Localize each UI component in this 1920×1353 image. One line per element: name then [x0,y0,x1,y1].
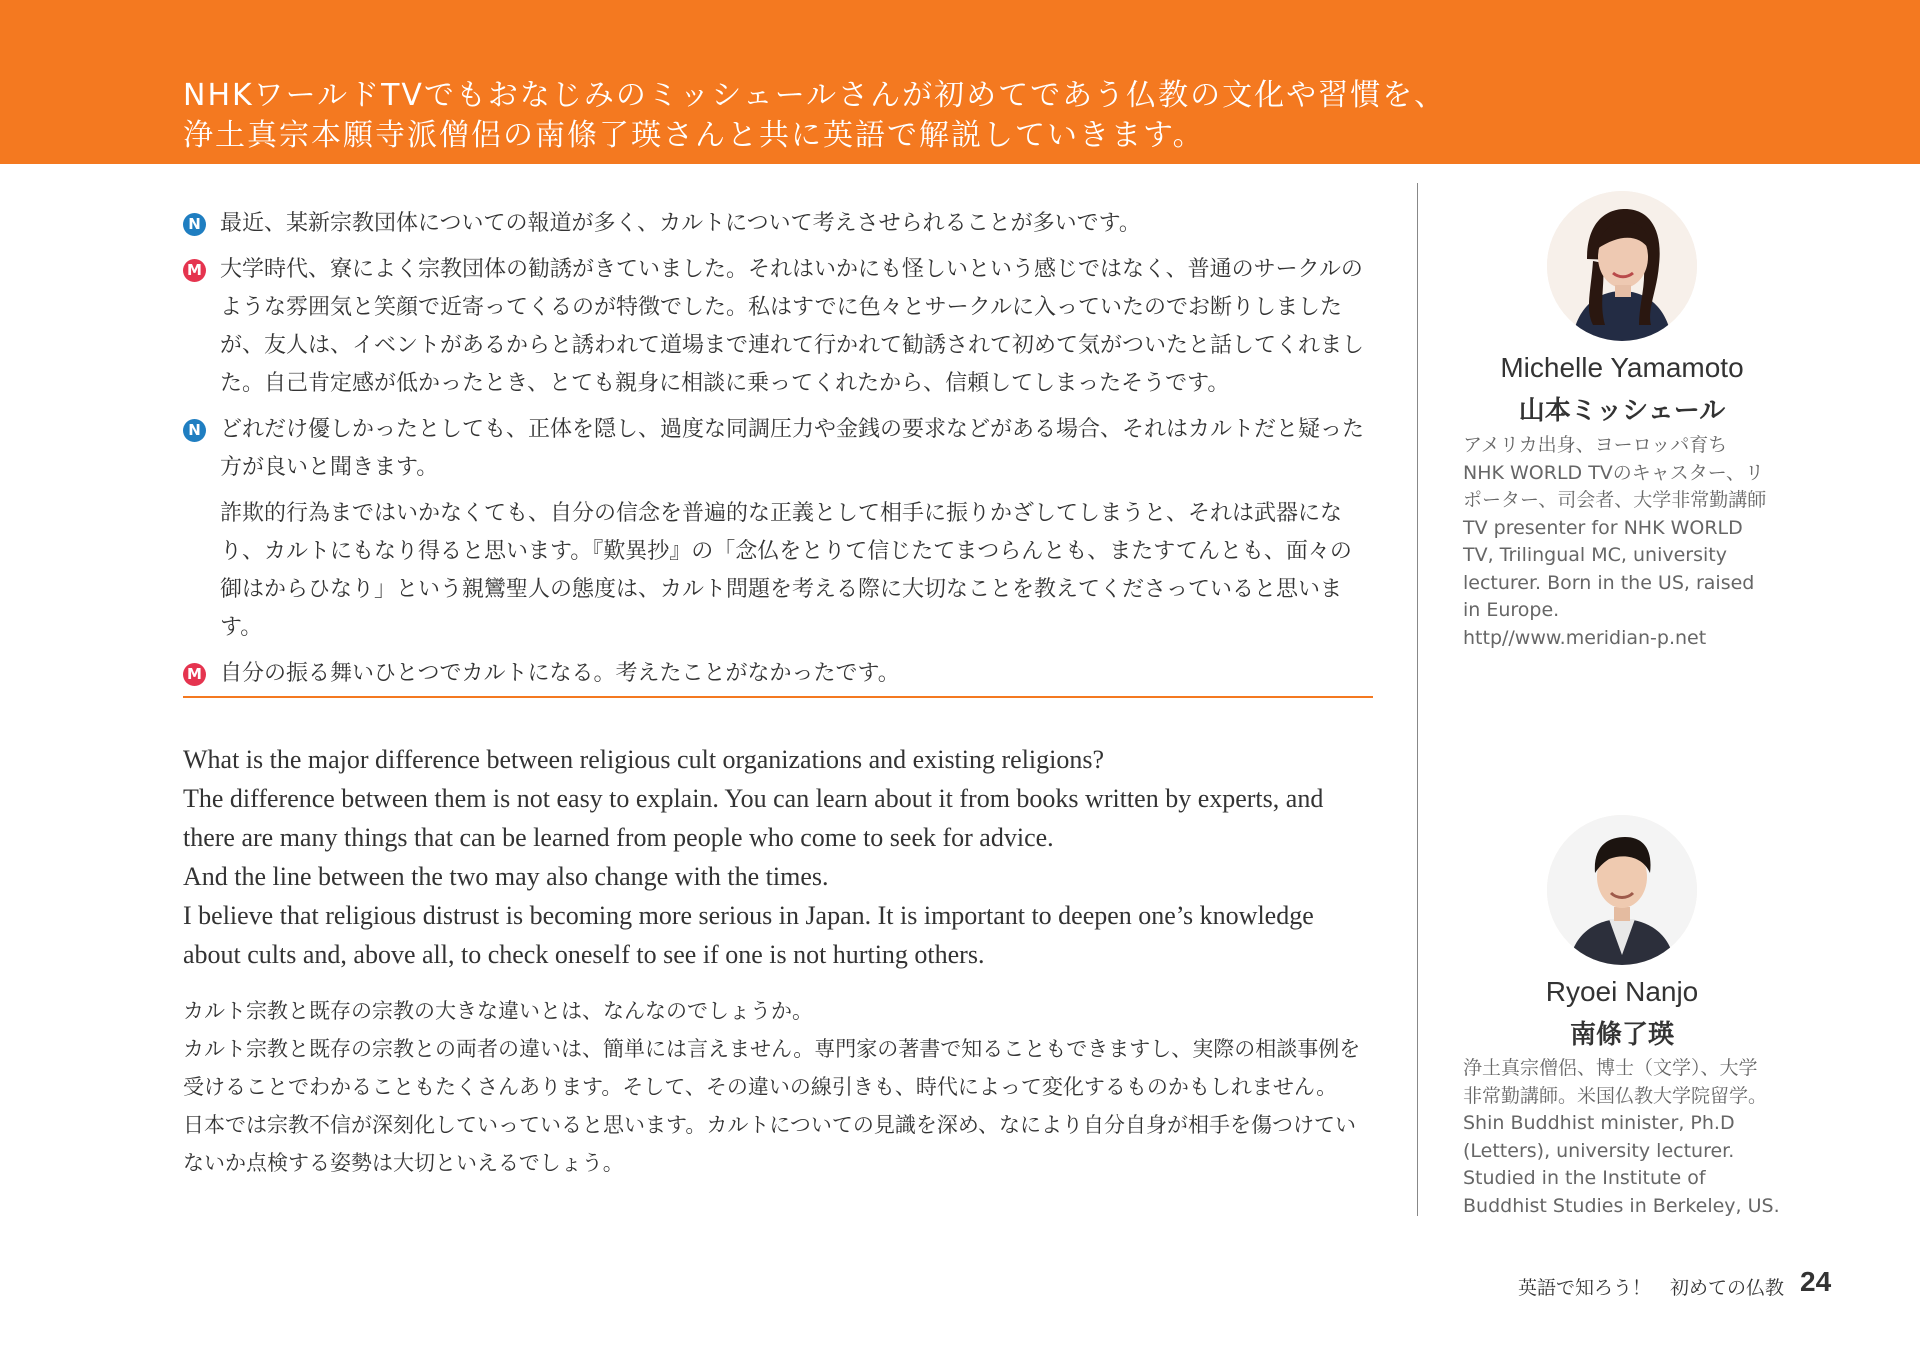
bio-line: (Letters), university lecturer. [1463,1139,1735,1162]
speaker-n-icon: N [183,213,206,236]
michelle-bio [1463,432,1785,652]
bio-line: in Europe. [1463,599,1560,621]
michelle-name: Michelle Yamamoto [1500,352,1744,383]
dialogue-turn [183,655,1373,693]
header-line-2: 浄土真宗本願寺派僧侶の南條了瑛さんと共に英語で解説していきます。 [183,118,1205,153]
header-line-1: NHKワールドTVでもおなじみのミッシェールさんが初めてであう仏教の文化や習慣を、 [183,78,1447,113]
japanese-paragraph: カルト宗教と既存の宗教との両者の違いは、簡単には言えません。専門家の著書で知ることもできますし、実際の相談事例を受けることでわかることもたくさんあります。そして、その違いの線引きも、時代によって変化するものかもしれません。 [183,1037,1361,1099]
english-paragraph: The difference between them is not easy to explain. You can learn about it from books written by experts, and there are many things that can be learned from people who come to seek for advice. [183,784,1324,852]
dialogue-section [183,205,1373,701]
english-paragraph: I believe that religious distrust is becoming more serious in Japan. It is important to deepen one’s knowledge about cults and, above all, to check oneself to see if one is not hurting others. [183,901,1314,969]
bio-line: アメリカ出身、ヨーロッパ育ち [1463,434,1728,456]
japanese-paragraph: 日本では宗教不信が深刻化していっていると思います。カルトについての見識を深め、なにより自分自身が相手を傷つけていないか点検する姿勢は大切といえるでしょう。 [183,1113,1357,1175]
english-section [183,740,1373,974]
ryoei-avatar [1547,815,1697,965]
page-number: 24 [1800,1266,1832,1297]
section-divider [183,696,1373,698]
michelle-avatar [1547,191,1697,341]
sidebar-divider [1417,183,1418,1216]
bio-line: Buddhist Studies in Berkeley, US. [1463,1194,1780,1217]
speaker-m-icon: M [183,259,206,282]
bio-line: TV, Trilingual MC, university [1463,544,1727,566]
dialogue-text: 自分の振る舞いひとつでカルトになる。考えたことがなかったです。 [220,661,900,686]
header-banner [0,0,1920,164]
japanese-section [183,992,1373,1182]
bio-line: TV presenter for NHK WORLD [1463,516,1743,539]
dialogue-turn [183,495,1373,647]
japanese-question: カルト宗教と既存の宗教の大きな違いとは、なんなのでしょうか。 [183,999,813,1023]
ryoei-name: Ryoei Nanjo [1545,976,1699,1007]
dialogue-text: 詐欺的行為まではいかなくても、自分の信念を普遍的な正義として相手に振りかざしてしまうと、それは武器になり、カルトにもなり得ると思います。『歎異抄』の「念仏をとりて信じたてまつらんとも、またすてんとも、面々の御はからひなり」という親鸞聖人の態度は、カルト問題を考える際に大切なことを教えてくださっていると思います。 [220,501,1352,640]
bio-line: Studied in the Institute of [1463,1167,1706,1189]
speaker-m-icon: M [183,663,206,686]
dialogue-text: どれだけ優しかったとしても、正体を隠し、過度な同調圧力や金銭の要求などがある場合、それはカルトだと疑った方が良いと聞きます。 [220,417,1365,480]
dialogue-turn [183,205,1373,243]
dialogue-text: 大学時代、寮によく宗教団体の勧誘がきていました。それはいかにも怪しいという感じではなく、普通のサークルのような雰囲気と笑顔で近寄ってくるのが特徴でした。私はすでに色々とサークルに入っていたのでお断りしましたが、友人は、イベントがあるからと誘われて道場まで連れて行かれて勧誘されて初めて気がついたと話してくれました。自己肯定感が低かったとき、とても親身に相談に乗ってくれたから、信頼してしまったそうです。 [220,257,1365,396]
speaker-n-icon: N [183,419,206,442]
english-paragraph: And the line between the two may also change with the times. [183,862,829,891]
bio-line: lecturer. Born in the US, raised [1463,571,1755,594]
bio-line: 浄土真宗僧侶、博士（文学）、大学 [1463,1057,1758,1079]
dialogue-turn [183,251,1373,403]
dialogue-turn [183,411,1373,487]
bio-link[interactable]: http//www.meridian-p.net [1463,626,1707,649]
bio-line: 非常勤講師。米国仏教大学院留学。 [1463,1084,1768,1107]
ryoei-bio [1463,1055,1785,1220]
bio-line: ポーター、司会者、大学非常勤講師 [1463,489,1767,511]
bio-line: NHK WORLD TVのキャスター、リ [1463,461,1765,484]
footer-series-title: 英語で知ろう！ 初めての仏教 [1517,1277,1784,1299]
english-question: What is the major difference between religious cult organizations and existing religions? [183,745,1105,774]
ryoei-name-ja: 南條了瑛 [1569,1020,1674,1050]
michelle-name-ja: 山本ミッシェール [1518,396,1726,426]
dialogue-text: 最近、某新宗教団体についての報道が多く、カルトについて考えさせられることが多いです。 [220,211,1141,236]
bio-line: Shin Buddhist minister, Ph.D [1463,1112,1735,1134]
